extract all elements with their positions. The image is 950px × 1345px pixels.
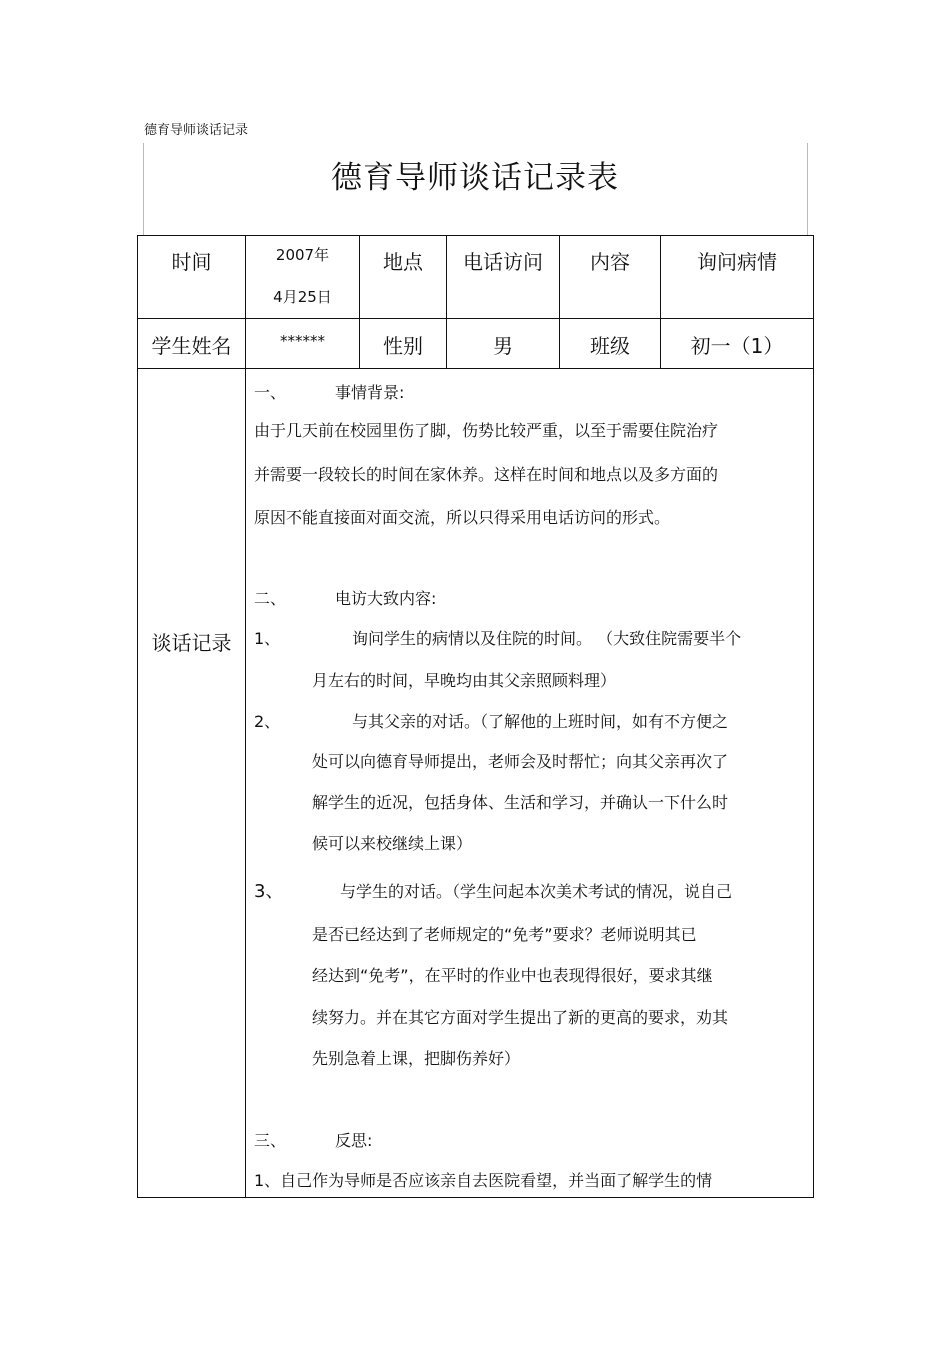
section1-paragraph: 并需要一段较长的时间在家休养。这样在时间和地点以及多方面的 bbox=[254, 465, 719, 484]
place-label: 地点 bbox=[383, 250, 423, 274]
record-label: 谈话记录 bbox=[151, 631, 232, 655]
content-label: 内容 bbox=[590, 250, 630, 274]
section2-title: 电访大致内容: bbox=[335, 589, 437, 608]
class-label: 班级 bbox=[590, 334, 630, 358]
content-value: 询问病情 bbox=[697, 250, 777, 274]
name-value: ****** bbox=[280, 332, 325, 350]
name-label: 学生姓名 bbox=[151, 334, 232, 358]
item3-line: 续努力。并在其它方面对学生提出了新的更高的要求，劝其 bbox=[312, 1008, 729, 1027]
item1-line: 月左右的时间，早晚均由其父亲照顾料理） bbox=[312, 671, 617, 690]
section2-number: 二、 bbox=[254, 589, 287, 608]
section1-number: 一、 bbox=[254, 383, 287, 402]
section1-paragraph: 由于几天前在校园里伤了脚，伤势比较严重，以至于需要住院治疗 bbox=[254, 421, 719, 440]
time-label: 时间 bbox=[171, 250, 212, 274]
running-header: 德育导师谈话记录 bbox=[144, 123, 249, 138]
item3-number: 3、 bbox=[254, 881, 284, 902]
place-value: 电话访问 bbox=[463, 250, 543, 274]
item3-line: 经达到“免考”，在平时的作业中也表现得很好，要求其继 bbox=[312, 966, 713, 985]
date-line2: 4月25日 bbox=[273, 288, 332, 306]
row-divider bbox=[138, 318, 813, 319]
item2-number: 2、 bbox=[254, 712, 281, 731]
item1-number: 1、 bbox=[254, 629, 281, 648]
class-value: 初一（1） bbox=[690, 334, 784, 358]
gender-value: 男 bbox=[493, 334, 513, 358]
section3-title: 反思: bbox=[335, 1131, 373, 1150]
item1-line: 询问学生的病情以及住院的时间。 （大致住院需要半个 bbox=[352, 629, 742, 648]
document-title: 德育导师谈话记录表 bbox=[331, 160, 619, 196]
gender-label: 性别 bbox=[383, 334, 423, 358]
reflection-line: 1、自己作为导师是否应该亲自去医院看望，并当面了解学生的情 bbox=[254, 1171, 713, 1190]
row-divider bbox=[138, 368, 813, 369]
item2-line: 解学生的近况，包括身体、生活和学习，并确认一下什么时 bbox=[312, 793, 729, 812]
item2-line: 处可以向德育导师提出，老师会及时帮忙；向其父亲再次了 bbox=[312, 752, 729, 771]
section3-number: 三、 bbox=[254, 1131, 287, 1150]
section1-title: 事情背景: bbox=[335, 383, 405, 402]
date-line1: 2007年 bbox=[275, 246, 330, 264]
item2-line: 与其父亲的对话。（了解他的上班时间，如有不方便之 bbox=[352, 712, 729, 731]
item3-line: 与学生的对话。（学生问起本次美术考试的情况，说自己 bbox=[340, 882, 733, 901]
col-divider bbox=[245, 236, 246, 1197]
item3-line: 先别急着上课，把脚伤养好） bbox=[312, 1049, 521, 1068]
item3-line: 是否已经达到了老师规定的“免考”要求？老师说明其已 bbox=[312, 925, 697, 944]
item2-line: 候可以来校继续上课） bbox=[312, 834, 473, 853]
section1-paragraph: 原因不能直接面对面交流，所以只得采用电话访问的形式。 bbox=[254, 508, 671, 527]
